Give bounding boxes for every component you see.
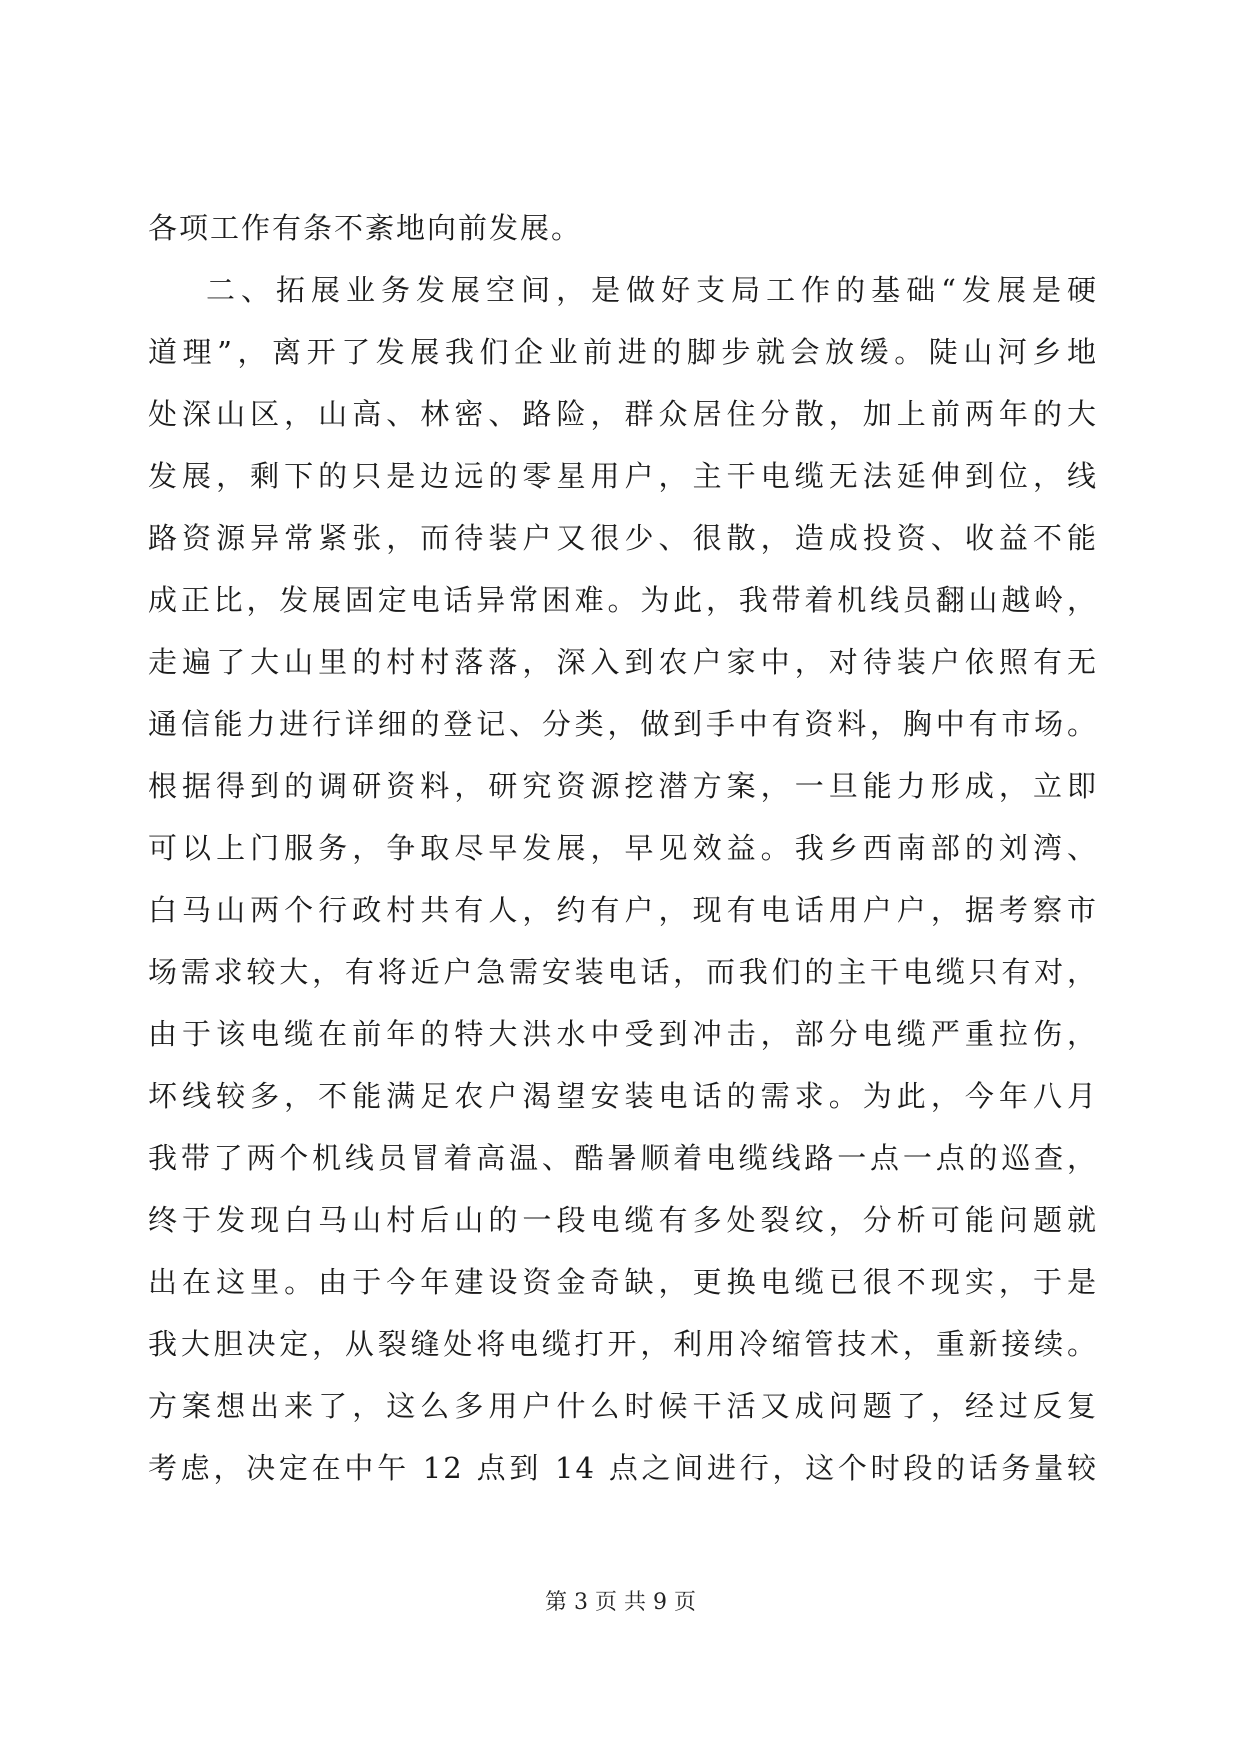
text-line: 坏线较多，不能满足农户渴望安装电话的需求。为此，今年八月 [148, 1079, 1098, 1113]
text-line: 白马山两个行政村共有人，约有户，现有电话用户户，据考察市 [148, 893, 1098, 927]
text-line: 我大胆决定，从裂缝处将电缆打开，利用冷缩管技术，重新接续。 [148, 1327, 1098, 1361]
text-line: 场需求较大，有将近户急需安装电话，而我们的主干电缆只有对， [148, 955, 1098, 989]
text-line: 道理”，离开了发展我们企业前进的脚步就会放缓。陡山河乡地 [148, 335, 1098, 369]
text-line: 考虑，决定在中午 12 点到 14 点之间进行，这个时段的话务量较 [148, 1451, 1098, 1485]
text-line: 各项工作有条不紊地向前发展。 [148, 211, 583, 245]
page-number-footer: 第 3 页 共 9 页 [545, 1590, 696, 1615]
text-line: 终于发现白马山村后山的一段电缆有多处裂纹，分析可能问题就 [148, 1203, 1098, 1237]
text-line: 由于该电缆在前年的特大洪水中受到冲击，部分电缆严重拉伤， [148, 1017, 1098, 1051]
text-line: 成正比，发展固定电话异常困难。为此，我带着机线员翻山越岭， [148, 583, 1098, 617]
text-line: 二、拓展业务发展空间，是做好支局工作的基础“发展是硬 [206, 273, 1098, 307]
text-line: 处深山区，山高、林密、路险，群众居住分散，加上前两年的大 [148, 397, 1098, 431]
text-line: 我带了两个机线员冒着高温、酷暑顺着电缆线路一点一点的巡查， [148, 1141, 1098, 1175]
text-line: 根据得到的调研资料，研究资源挖潜方案，一旦能力形成，立即 [148, 769, 1098, 803]
text-line: 路资源异常紧张，而待装户又很少、很散，造成投资、收益不能 [148, 521, 1098, 555]
text-line: 方案想出来了，这么多用户什么时候干活又成问题了，经过反复 [148, 1389, 1098, 1423]
text-line: 通信能力进行详细的登记、分类，做到手中有资料，胸中有市场。 [148, 707, 1098, 741]
text-line: 出在这里。由于今年建设资金奇缺，更换电缆已很不现实，于是 [148, 1265, 1098, 1299]
text-line: 发展，剩下的只是边远的零星用户，主干电缆无法延伸到位，线 [148, 459, 1098, 493]
text-line: 走遍了大山里的村村落落，深入到农户家中，对待装户依照有无 [148, 645, 1098, 679]
text-line: 可以上门服务，争取尽早发展，早见效益。我乡西南部的刘湾、 [148, 831, 1098, 865]
